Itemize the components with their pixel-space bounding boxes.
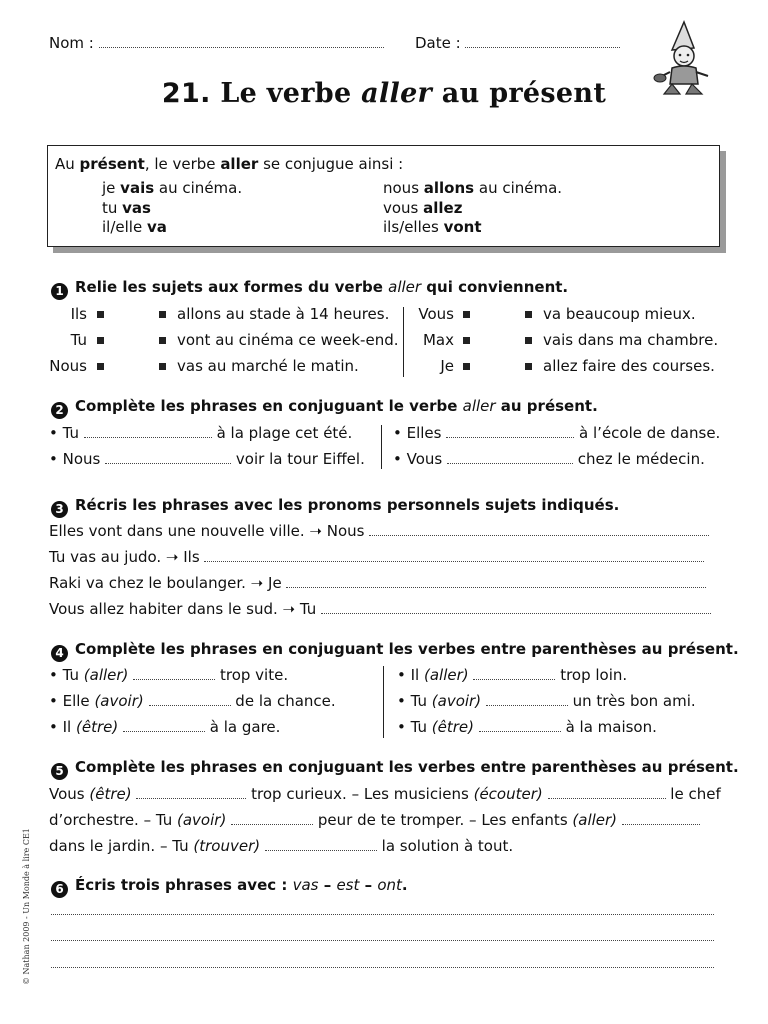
exercise-6-title: 6 Écris trois phrases avec : vas – est – ont. [51, 876, 408, 898]
ex1-dot-left[interactable] [97, 337, 104, 344]
ex2-item: • Tu à la plage cet été. [49, 424, 353, 442]
ex1-dot-left[interactable] [463, 337, 470, 344]
title-verb: aller [361, 78, 433, 109]
ex1-dot-right[interactable] [525, 337, 532, 344]
ex1-dot-right[interactable] [525, 363, 532, 370]
page-title [0, 78, 768, 109]
ex4-item: • Il (être) à la gare. [49, 718, 281, 736]
answer-line[interactable] [622, 812, 700, 825]
answer-line[interactable] [548, 786, 666, 799]
date-label: Date : [415, 34, 461, 52]
ex1-subject: Je [440, 357, 454, 375]
answer-line[interactable] [486, 693, 568, 706]
rule-il: il/elle va [102, 218, 167, 236]
ex3-line: Raki va chez le boulanger. ➝ Je [49, 574, 706, 592]
ex1-dot-left[interactable] [97, 363, 104, 370]
date-field [415, 34, 620, 52]
answer-line[interactable] [105, 451, 231, 464]
answer-line[interactable] [479, 719, 561, 732]
answer-line[interactable] [446, 425, 574, 438]
title-number: 21. [161, 78, 211, 109]
ex1-dot-right[interactable] [159, 337, 166, 344]
ex5-line: Vous (être) trop curieux. – Les musiciens (écouter) le chef [49, 785, 721, 803]
rule-vous: vous allez [383, 199, 463, 217]
exercise-5-title: 5 Complète les phrases en conjuguant les verbes entre parenthèses au présent. [51, 758, 739, 780]
title-post: au présent [441, 78, 607, 109]
ex1-divider [403, 307, 404, 377]
ex2-item: • Nous voir la tour Eiffel. [49, 450, 365, 468]
answer-line[interactable] [321, 601, 711, 614]
ex1-dot-left[interactable] [463, 311, 470, 318]
title-pre: Le verbe [220, 78, 352, 109]
ex1-dot-right[interactable] [159, 363, 166, 370]
exercise-2-title: 2 Complète les phrases en conjuguant le verbe aller au présent. [51, 397, 598, 419]
answer-line[interactable] [369, 523, 709, 536]
ex4-divider [383, 666, 384, 738]
answer-line[interactable] [123, 719, 205, 732]
exercise-3-title: 3 Récris les phrases avec les pronoms personnels sujets indiqués. [51, 496, 619, 518]
name-input-line[interactable] [99, 35, 384, 48]
ex1-phrase: allez faire des courses. [543, 357, 715, 375]
ex2-item: • Vous chez le médecin. [393, 450, 705, 468]
answer-line[interactable] [286, 575, 706, 588]
writing-line[interactable] [51, 902, 714, 915]
exercise-1-title: 1 Relie les sujets aux formes du verbe aller qui conviennent. [51, 278, 568, 300]
answer-line[interactable] [84, 425, 212, 438]
copyright-notice: © Nathan 2009 - Un Monde à lire CE1 [22, 828, 31, 985]
ex1-phrase: vas au marché le matin. [177, 357, 359, 375]
ex1-subject: Nous [49, 357, 87, 375]
ex5-line: dans le jardin. – Tu (trouver) la solution à tout. [49, 837, 514, 855]
rule-je: je vais au cinéma. [102, 179, 243, 197]
ex1-dot-left[interactable] [97, 311, 104, 318]
answer-line[interactable] [265, 838, 377, 851]
date-input-line[interactable] [465, 35, 620, 48]
rule-ils: ils/elles vont [383, 218, 482, 236]
ex1-phrase: va beaucoup mieux. [543, 305, 696, 323]
answer-line[interactable] [473, 667, 555, 680]
ex4-item: • Il (aller) trop loin. [397, 666, 628, 684]
answer-line[interactable] [231, 812, 313, 825]
writing-line[interactable] [51, 928, 714, 941]
name-label: Nom : [49, 34, 94, 52]
ex1-dot-right[interactable] [159, 311, 166, 318]
ex4-item: • Tu (avoir) un très bon ami. [397, 692, 696, 710]
ex1-phrase: vont au cinéma ce week-end. [177, 331, 399, 349]
ex2-item: • Elles à l’école de danse. [393, 424, 721, 442]
exercise-4-title: 4 Complète les phrases en conjuguant les verbes entre parenthèses au présent. [51, 640, 739, 662]
ex1-subject: Tu [70, 331, 87, 349]
ex1-subject: Max [422, 331, 454, 349]
name-field [49, 34, 384, 52]
ex4-item: • Tu (être) à la maison. [397, 718, 657, 736]
answer-line[interactable] [149, 693, 231, 706]
answer-line[interactable] [447, 451, 573, 464]
ex4-item: • Elle (avoir) de la chance. [49, 692, 336, 710]
ex1-subject: Ils [70, 305, 87, 323]
writing-line[interactable] [51, 955, 714, 968]
ex3-line: Tu vas au judo. ➝ Ils [49, 548, 704, 566]
ex3-line: Vous allez habiter dans le sud. ➝ Tu [49, 600, 711, 618]
ex3-line: Elles vont dans une nouvelle ville. ➝ Nous [49, 522, 709, 540]
ex1-dot-right[interactable] [525, 311, 532, 318]
ex1-phrase: allons au stade à 14 heures. [177, 305, 390, 323]
ex4-item: • Tu (aller) trop vite. [49, 666, 289, 684]
rule-tu: tu vas [102, 199, 151, 217]
ex1-subject: Vous [418, 305, 454, 323]
answer-line[interactable] [133, 667, 215, 680]
answer-line[interactable] [136, 786, 246, 799]
answer-line[interactable] [204, 549, 704, 562]
rule-nous: nous allons au cinéma. [383, 179, 563, 197]
ex2-divider [381, 425, 382, 469]
ex1-phrase: vais dans ma chambre. [543, 331, 719, 349]
ex5-line: d’orchestre. – Tu (avoir) peur de te tromper. – Les enfants (aller) [49, 811, 700, 829]
ex1-dot-left[interactable] [463, 363, 470, 370]
rule-intro: Au présent, le verbe aller se conjugue ainsi : [55, 155, 404, 173]
